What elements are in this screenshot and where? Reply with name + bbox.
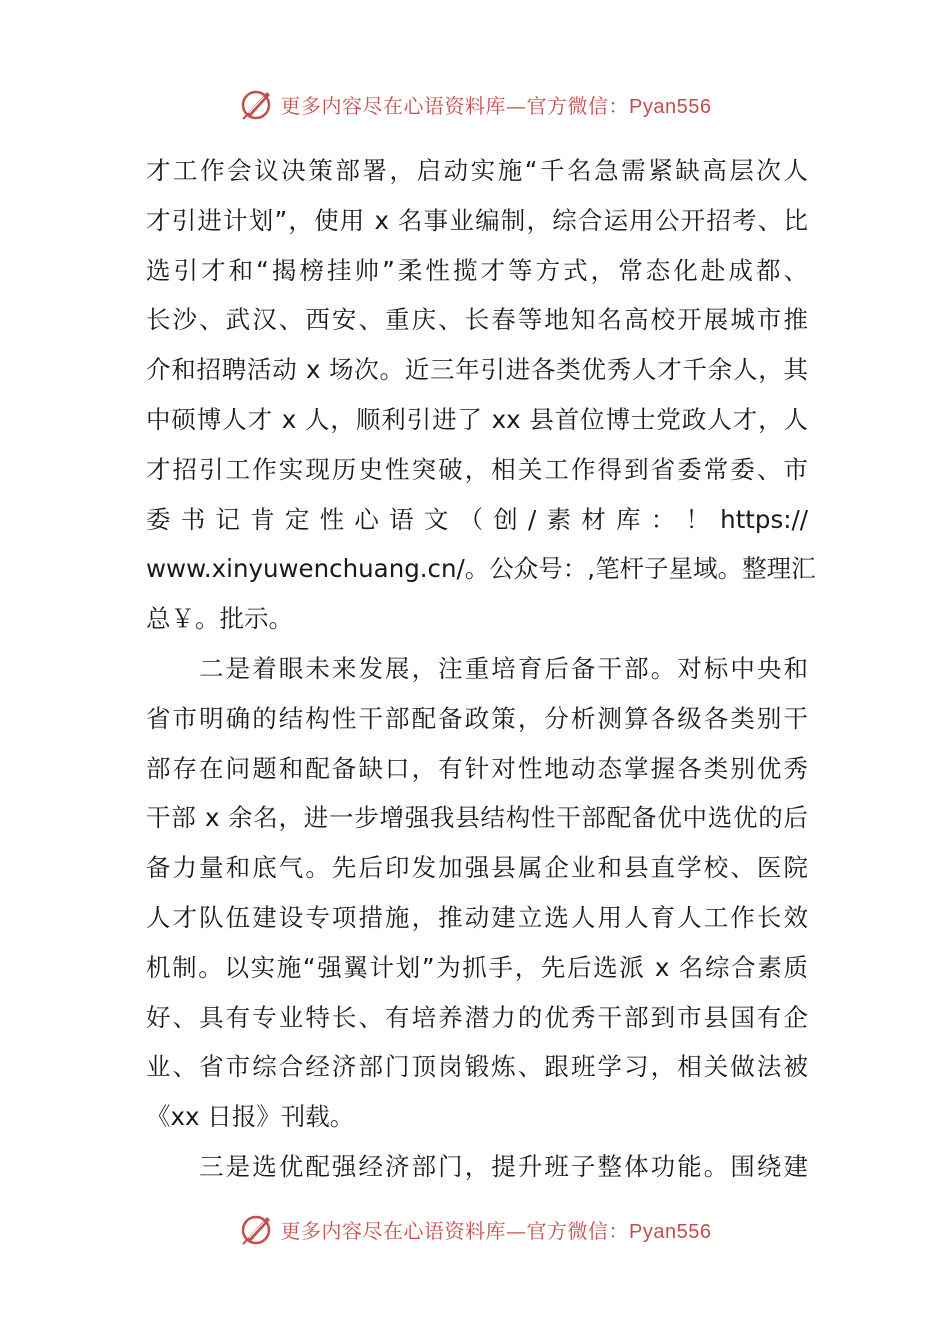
text-line: 中硕博人才 x 人，顺利引进了 xx 县首位博士党政人才，人 (146, 404, 808, 434)
text-line: www.xinyuwenchuang.cn/。公众号：,笔杆子星域。整理汇 (146, 554, 816, 584)
text-line: 总￥。批示。 (146, 604, 293, 634)
quill-pen-logo-icon (239, 1211, 275, 1247)
text-line: 介和招聘活动 x 场次。近三年引进各类优秀人才千余人，其 (146, 355, 808, 385)
text-line: 部存在问题和配备缺口，有针对性地动态掌握各类别优秀 (146, 753, 808, 783)
text-line: 好、具有专业特长、有培养潜力的优秀干部到市县国有企 (146, 1002, 808, 1032)
text-line: 才工作会议决策部署，启动实施“千名急需紧缺高层次人 (146, 156, 808, 185)
footer-watermark-banner (0, 1207, 950, 1251)
watermark-text: 更多内容尽在心语资料库—官方微信：Pyan556 (280, 93, 712, 118)
text-line: 《xx 日报》刊载。 (146, 1102, 355, 1132)
text-line: 选引才和“揭榜挂帅”柔性揽才等方式，常态化赴成都、 (146, 255, 808, 285)
quill-pen-logo-icon (239, 86, 275, 122)
text-line: 机制。以实施“强翼计划”为抓手，先后选派 x 名综合素质 (146, 952, 808, 982)
text-line: 才引进计划”，使用 x 名事业编制，综合运用公开招考、比 (146, 205, 808, 235)
wechat-id: Pyan556 (629, 95, 712, 118)
text-line: 备力量和底气。先后印发加强县属企业和县直学校、医院 (146, 853, 808, 883)
text-line: 才招引工作实现历史性突破，相关工作得到省委常委、市 (146, 454, 808, 484)
text-line: 业、省市综合经济部门顶岗锻炼、跟班学习，相关做法被 (146, 1052, 808, 1082)
text-line: 干部 x 余名，进一步增强我县结构性干部配备优中选优的后 (146, 803, 808, 833)
text-line: 三是选优配强经济部门，提升班子整体功能。围绕建 (146, 1151, 808, 1181)
text-line: 委书记肯定性心语文（创/素材库：！https:// (146, 504, 808, 534)
text-line: 长沙、武汉、西安、重庆、长春等地知名高校开展城市推 (146, 305, 808, 335)
watermark-text: 更多内容尽在心语资料库—官方微信：Pyan556 (280, 1218, 712, 1243)
header-watermark-banner (0, 82, 950, 126)
text-line: 省市明确的结构性干部配备政策，分析测算各级各类别干 (146, 703, 808, 733)
text-line: 人才队伍建设专项措施，推动建立选人用人育人工作长效 (146, 902, 808, 932)
wechat-id: Pyan556 (629, 1220, 712, 1243)
document-body (146, 146, 816, 1192)
text-line: 二是着眼未来发展，注重培育后备干部。对标中央和 (146, 653, 808, 683)
